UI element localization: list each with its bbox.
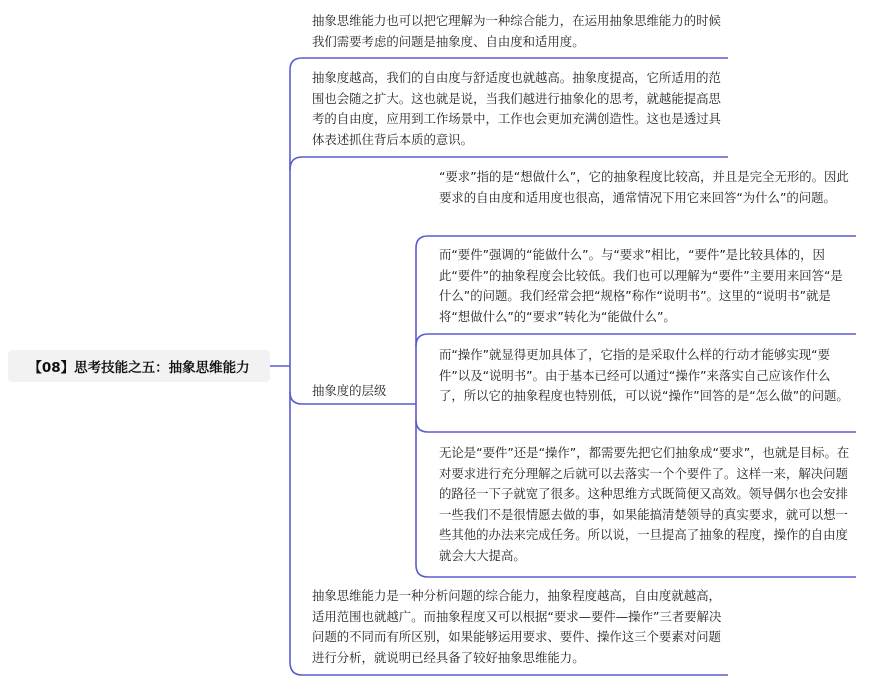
root-node[interactable] bbox=[8, 350, 270, 382]
branch-text: 抽象思维能力也可以把它理解为一种综合能力，在运用抽象思维能力的时候我们需要考虑的问题是抽象度、自由度和适用度。 bbox=[312, 13, 721, 49]
branch-node-conclusion[interactable] bbox=[312, 586, 728, 668]
branch-text: 抽象度越高，我们的自由度与舒适度也就越高。抽象度提高，它所适用的范围也会随之扩大。这也就是说，当我们越进行抽象化的思考，就越能提高思考的自由度，应用到工作场景中，工作也会更加充满创造性。这也是透过具体表述抓住背后本质的意识。 bbox=[312, 70, 721, 147]
branch-node-levels[interactable] bbox=[312, 381, 412, 402]
sub-text: “要求”指的是“想做什么”，它的抽象程度比较高，并且是完全无形的。因此要求的自由度和适用度也很高，通常情况下用它来回答“为什么”的问题。 bbox=[439, 169, 849, 205]
branch-text: 抽象思维能力是一种分析问题的综合能力，抽象程度越高，自由度就越高，适用范围也就越广。而抽象程度又可以根据“要求—要件—操作”三者要解决问题的不同而有所区别，如果能够运用要求、要件、操作这三个要素对问题进行分析，就说明已经具备了较好抽象思维能力。 bbox=[312, 588, 722, 665]
sub-text: 而“操作”就显得更加具体了，它指的是采取什么样的行动才能够实现“要件”以及“说明书”。由于基本已经可以通过“操作”来落实自己应该作什么了，所以它的抽象程度也特别低，可以说“操作”回答的是“怎么做”的问题。 bbox=[439, 347, 849, 403]
branch-node-2[interactable] bbox=[312, 68, 728, 150]
sub-3-connector bbox=[416, 420, 856, 432]
sub-4-connector bbox=[416, 565, 856, 577]
root-label: 【08】思考技能之五：抽象思维能力 bbox=[28, 360, 250, 376]
sub-text: 而“要件”强调的“能做什么”。与“要求”相比，“要件”是比较具体的，因此“要件”的抽象程度会比较低。我们也可以理解为“要件”主要用来回答“是什么”的问题。我们经常会把“规格”称作“说明书”。这里的“说明书”就是将“想做什么”的“要求”转化为“能做什么”。 bbox=[439, 247, 843, 324]
sub-text: 无论是“要件”还是“操作”，都需要先把它们抽象成“要求”，也就是目标。在对要求进行充分理解之后就可以去落实一个个要件了。这样一来，解决问题的路径一下子就宽了很多。这种思维方式既简便又高效。领导偶尔也会安排一些我们不是很情愿去做的事，如果能搞清楚领导的真实要求，就可以想一些其他的办法来完成任务。所以说，一旦提高了抽象的程度，操作的自由度就会大大提高。 bbox=[439, 445, 850, 563]
sub-node-summary[interactable] bbox=[439, 443, 853, 566]
branch-label: 抽象度的层级 bbox=[312, 383, 387, 398]
sub-node-requirement[interactable] bbox=[439, 167, 853, 208]
sub-node-operation[interactable] bbox=[439, 345, 853, 407]
sub-node-element[interactable] bbox=[439, 245, 853, 327]
branch-node-1[interactable] bbox=[312, 11, 728, 52]
